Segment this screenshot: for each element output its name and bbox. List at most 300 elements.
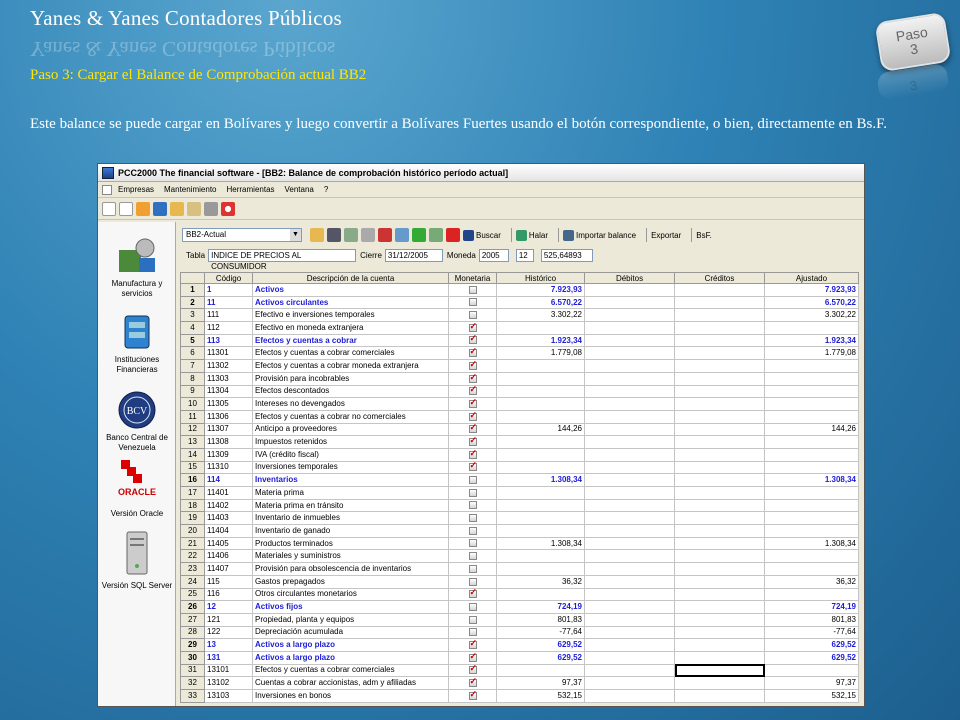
cell-codigo[interactable]: 11303 [205, 372, 253, 385]
cell-creditos[interactable] [675, 385, 765, 398]
company-icon[interactable] [153, 202, 167, 216]
monetaria-checkbox[interactable] [469, 375, 477, 383]
cell-debitos[interactable] [585, 410, 675, 423]
cell-debitos[interactable] [585, 537, 675, 550]
table-row[interactable] [181, 448, 859, 461]
sidebar-item-instituciones[interactable] [98, 312, 176, 375]
cell-historico[interactable] [497, 322, 585, 335]
cell-codigo[interactable]: 11301 [205, 347, 253, 360]
table-row[interactable] [181, 360, 859, 373]
cell-codigo[interactable]: 1 [205, 284, 253, 297]
cell-ajustado[interactable] [765, 372, 859, 385]
cell-ajustado[interactable]: 532,15 [765, 690, 859, 703]
table-row[interactable] [181, 664, 859, 677]
cell-codigo[interactable]: 111 [205, 309, 253, 322]
cell-monetaria[interactable] [449, 334, 497, 347]
monetaria-checkbox[interactable] [469, 565, 477, 573]
edit-icon[interactable] [344, 228, 358, 242]
table-row[interactable] [181, 651, 859, 664]
cell-creditos[interactable] [675, 512, 765, 525]
cell-descripcion[interactable]: Intereses no devengados [253, 398, 449, 411]
save-icon[interactable] [327, 228, 341, 242]
exportar-button[interactable] [651, 231, 681, 240]
monetaria-checkbox[interactable] [469, 552, 477, 560]
cell-historico[interactable]: 1.308,34 [497, 474, 585, 487]
cell-codigo[interactable]: 11302 [205, 360, 253, 373]
chevron-down-icon[interactable]: ▼ [290, 229, 301, 241]
cell-descripcion[interactable]: Materia prima en tránsito [253, 499, 449, 512]
row-number[interactable]: 31 [181, 664, 205, 677]
window-titlebar[interactable] [98, 164, 864, 182]
cell-debitos[interactable] [585, 448, 675, 461]
cell-creditos[interactable] [675, 322, 765, 335]
cell-codigo[interactable]: 12 [205, 601, 253, 614]
importar-balance-button[interactable] [563, 230, 636, 241]
cell-historico[interactable] [497, 360, 585, 373]
cell-ajustado[interactable] [765, 398, 859, 411]
cell-codigo[interactable]: 11405 [205, 537, 253, 550]
sidebar-item-bcv[interactable] [98, 390, 176, 453]
cell-monetaria[interactable] [449, 626, 497, 639]
cell-descripcion[interactable]: Activos fijos [253, 601, 449, 614]
cell-codigo[interactable]: 11403 [205, 512, 253, 525]
cell-descripcion[interactable]: Propiedad, planta y equipos [253, 613, 449, 626]
monetaria-checkbox[interactable] [469, 527, 477, 535]
monetaria-checkbox[interactable] [469, 692, 477, 700]
cell-historico[interactable]: 629,52 [497, 639, 585, 652]
cell-ajustado[interactable] [765, 563, 859, 576]
row-number[interactable]: 22 [181, 550, 205, 563]
cell-monetaria[interactable] [449, 284, 497, 297]
row-number[interactable]: 15 [181, 461, 205, 474]
cell-historico[interactable]: 97,37 [497, 677, 585, 690]
row-number[interactable]: 21 [181, 537, 205, 550]
cell-monetaria[interactable] [449, 322, 497, 335]
cell-creditos[interactable] [675, 613, 765, 626]
table-row[interactable] [181, 512, 859, 525]
cell-debitos[interactable] [585, 499, 675, 512]
row-number[interactable]: 12 [181, 423, 205, 436]
export-icon[interactable] [395, 228, 409, 242]
cell-historico[interactable] [497, 436, 585, 449]
monetaria-checkbox[interactable] [469, 362, 477, 370]
cell-historico[interactable] [497, 385, 585, 398]
document-icon[interactable] [119, 202, 133, 216]
cell-historico[interactable] [497, 461, 585, 474]
cell-descripcion[interactable]: Efectivo e inversiones temporales [253, 309, 449, 322]
cell-codigo[interactable]: 13101 [205, 664, 253, 677]
cell-codigo[interactable]: 115 [205, 575, 253, 588]
cell-debitos[interactable] [585, 436, 675, 449]
cell-ajustado[interactable]: 36,32 [765, 575, 859, 588]
cell-creditos[interactable] [675, 284, 765, 297]
cell-historico[interactable] [497, 398, 585, 411]
cell-codigo[interactable]: 11310 [205, 461, 253, 474]
column-header-creditos[interactable]: Créditos [675, 273, 765, 284]
cell-descripcion[interactable]: Materia prima [253, 487, 449, 500]
cell-codigo[interactable]: 13103 [205, 690, 253, 703]
monetaria-checkbox[interactable] [469, 603, 477, 611]
cell-creditos[interactable] [675, 550, 765, 563]
cell-monetaria[interactable] [449, 537, 497, 550]
cell-ajustado[interactable] [765, 499, 859, 512]
table-row[interactable] [181, 613, 859, 626]
cell-debitos[interactable] [585, 296, 675, 309]
monetaria-checkbox[interactable] [469, 349, 477, 357]
table-row[interactable] [181, 499, 859, 512]
cell-creditos[interactable] [675, 651, 765, 664]
cell-descripcion[interactable]: Provisión para incobrables [253, 372, 449, 385]
cell-ajustado[interactable]: -77,64 [765, 626, 859, 639]
table-row[interactable] [181, 334, 859, 347]
cell-descripcion[interactable]: Cuentas a cobrar accionistas, adm y afiliadas [253, 677, 449, 690]
table-row[interactable] [181, 296, 859, 309]
cell-monetaria[interactable] [449, 360, 497, 373]
cell-monetaria[interactable] [449, 601, 497, 614]
cell-monetaria[interactable] [449, 588, 497, 601]
monetaria-checkbox[interactable] [469, 514, 477, 522]
cell-descripcion[interactable]: Efectos y cuentas a cobrar moneda extranjera [253, 360, 449, 373]
cell-descripcion[interactable]: Materiales y suministros [253, 550, 449, 563]
cell-codigo[interactable]: 13102 [205, 677, 253, 690]
monetaria-checkbox[interactable] [469, 400, 477, 408]
cell-debitos[interactable] [585, 626, 675, 639]
cell-descripcion[interactable]: Efectos y cuentas a cobrar [253, 334, 449, 347]
cell-historico[interactable]: 1.923,34 [497, 334, 585, 347]
cell-creditos[interactable] [675, 563, 765, 576]
cell-descripcion[interactable]: Productos terminados [253, 537, 449, 550]
cell-ajustado[interactable]: 629,52 [765, 651, 859, 664]
row-number[interactable]: 5 [181, 334, 205, 347]
table-row[interactable] [181, 525, 859, 538]
table-row[interactable] [181, 550, 859, 563]
cell-descripcion[interactable]: Otros circulantes monetarios [253, 588, 449, 601]
cell-descripcion[interactable]: Efectos y cuentas a cobrar comerciales [253, 347, 449, 360]
cell-debitos[interactable] [585, 461, 675, 474]
table-row[interactable] [181, 639, 859, 652]
cell-descripcion[interactable]: Inventarios [253, 474, 449, 487]
new-document-icon[interactable] [102, 202, 116, 216]
cell-ajustado[interactable]: 724,19 [765, 601, 859, 614]
cell-monetaria[interactable] [449, 448, 497, 461]
row-number[interactable]: 2 [181, 296, 205, 309]
cell-ajustado[interactable]: 629,52 [765, 639, 859, 652]
menu-mantenimiento[interactable]: Mantenimiento [164, 185, 217, 194]
table-row[interactable] [181, 537, 859, 550]
row-number[interactable]: 24 [181, 575, 205, 588]
row-number[interactable]: 7 [181, 360, 205, 373]
row-number[interactable]: 18 [181, 499, 205, 512]
monetaria-checkbox[interactable] [469, 413, 477, 421]
sidebar-item-manufactura[interactable] [98, 236, 176, 299]
cell-debitos[interactable] [585, 677, 675, 690]
cell-codigo[interactable]: 11304 [205, 385, 253, 398]
row-number[interactable]: 29 [181, 639, 205, 652]
table-row[interactable] [181, 385, 859, 398]
monetaria-checkbox[interactable] [469, 679, 477, 687]
cell-historico[interactable]: 801,83 [497, 613, 585, 626]
cell-monetaria[interactable] [449, 499, 497, 512]
cell-ajustado[interactable] [765, 385, 859, 398]
cell-codigo[interactable]: 11404 [205, 525, 253, 538]
cell-ajustado[interactable]: 1.308,34 [765, 537, 859, 550]
cell-codigo[interactable]: 11406 [205, 550, 253, 563]
row-number[interactable]: 30 [181, 651, 205, 664]
table-row[interactable] [181, 347, 859, 360]
row-number[interactable]: 27 [181, 613, 205, 626]
monetaria-checkbox[interactable] [469, 616, 477, 624]
cell-debitos[interactable] [585, 487, 675, 500]
monetaria-checkbox[interactable] [469, 336, 477, 344]
monetaria-checkbox[interactable] [469, 463, 477, 471]
cell-historico[interactable]: 532,15 [497, 690, 585, 703]
row-number[interactable]: 32 [181, 677, 205, 690]
cell-ajustado[interactable]: 7.923,93 [765, 284, 859, 297]
cell-descripcion[interactable]: Inversiones temporales [253, 461, 449, 474]
column-header-historico[interactable]: Histórico [497, 273, 585, 284]
cell-debitos[interactable] [585, 525, 675, 538]
monetaria-checkbox[interactable] [469, 578, 477, 586]
cell-historico[interactable]: 1.779,08 [497, 347, 585, 360]
menu-empresas[interactable]: Empresas [118, 185, 155, 194]
cell-debitos[interactable] [585, 385, 675, 398]
cell-monetaria[interactable] [449, 436, 497, 449]
cell-debitos[interactable] [585, 550, 675, 563]
monetaria-checkbox[interactable] [469, 641, 477, 649]
cell-monetaria[interactable] [449, 385, 497, 398]
cell-descripcion[interactable]: Inventario de inmuebles [253, 512, 449, 525]
tabla-field[interactable]: INDICE DE PRECIOS AL CONSUMIDOR [208, 249, 356, 262]
cell-descripcion[interactable]: Activos a largo plazo [253, 639, 449, 652]
row-number[interactable]: 23 [181, 563, 205, 576]
cell-descripcion[interactable]: Gastos prepagados [253, 575, 449, 588]
table-row[interactable] [181, 690, 859, 703]
cell-creditos[interactable] [675, 499, 765, 512]
cell-debitos[interactable] [585, 690, 675, 703]
row-number[interactable]: 3 [181, 309, 205, 322]
cell-ajustado[interactable] [765, 525, 859, 538]
cell-debitos[interactable] [585, 334, 675, 347]
cell-descripcion[interactable]: Inventario de ganado [253, 525, 449, 538]
table-row[interactable] [181, 423, 859, 436]
monetaria-checkbox[interactable] [469, 628, 477, 636]
row-number[interactable]: 9 [181, 385, 205, 398]
cell-historico[interactable] [497, 563, 585, 576]
cell-codigo[interactable]: 11305 [205, 398, 253, 411]
table-row[interactable] [181, 309, 859, 322]
monetaria-checkbox[interactable] [469, 425, 477, 433]
cell-ajustado[interactable] [765, 461, 859, 474]
cell-creditos[interactable] [675, 398, 765, 411]
open-folder-icon[interactable] [187, 202, 201, 216]
cell-codigo[interactable]: 131 [205, 651, 253, 664]
cell-debitos[interactable] [585, 613, 675, 626]
monetaria-checkbox[interactable] [469, 286, 477, 294]
cell-codigo[interactable]: 122 [205, 626, 253, 639]
cell-descripcion[interactable]: Impuestos retenidos [253, 436, 449, 449]
cell-codigo[interactable]: 11407 [205, 563, 253, 576]
cell-debitos[interactable] [585, 398, 675, 411]
cell-creditos[interactable] [675, 474, 765, 487]
table-row[interactable] [181, 575, 859, 588]
cell-creditos[interactable] [675, 309, 765, 322]
cierre-field[interactable]: 31/12/2005 [385, 249, 443, 262]
cell-creditos[interactable] [675, 487, 765, 500]
cell-descripcion[interactable]: Provisión para obsolescencia de inventarios [253, 563, 449, 576]
halar-button[interactable] [516, 230, 548, 241]
cell-creditos[interactable] [675, 296, 765, 309]
table-row[interactable] [181, 436, 859, 449]
calculator-icon[interactable] [204, 202, 218, 216]
cell-monetaria[interactable] [449, 296, 497, 309]
table-row[interactable] [181, 626, 859, 639]
cell-historico[interactable] [497, 372, 585, 385]
cell-creditos[interactable] [675, 588, 765, 601]
monetaria-checkbox[interactable] [469, 324, 477, 332]
table-row[interactable] [181, 410, 859, 423]
cell-debitos[interactable] [585, 360, 675, 373]
cell-descripcion[interactable]: Efectos descontados [253, 385, 449, 398]
cell-codigo[interactable]: 116 [205, 588, 253, 601]
row-number[interactable]: 8 [181, 372, 205, 385]
cell-codigo[interactable]: 11 [205, 296, 253, 309]
cell-descripcion[interactable]: Depreciación acumulada [253, 626, 449, 639]
cell-monetaria[interactable] [449, 410, 497, 423]
cell-debitos[interactable] [585, 322, 675, 335]
cell-monetaria[interactable] [449, 398, 497, 411]
excel-icon[interactable] [412, 228, 426, 242]
monetaria-checkbox[interactable] [469, 501, 477, 509]
cell-monetaria[interactable] [449, 575, 497, 588]
cell-debitos[interactable] [585, 309, 675, 322]
cell-creditos[interactable] [675, 601, 765, 614]
cell-ajustado[interactable]: 801,83 [765, 613, 859, 626]
cell-monetaria[interactable] [449, 372, 497, 385]
cell-creditos[interactable] [675, 410, 765, 423]
cell-codigo[interactable]: 11402 [205, 499, 253, 512]
monetaria-checkbox[interactable] [469, 666, 477, 674]
sidebar-item-oracle[interactable] [98, 458, 176, 519]
cell-creditos[interactable] [675, 448, 765, 461]
table-row[interactable] [181, 461, 859, 474]
cell-creditos[interactable] [675, 575, 765, 588]
cell-descripcion[interactable]: Efectivo en moneda extranjera [253, 322, 449, 335]
monetaria-checkbox[interactable] [469, 451, 477, 459]
settings-gear-icon[interactable] [221, 202, 235, 216]
cell-historico[interactable] [497, 512, 585, 525]
cell-descripcion[interactable]: IVA (crédito fiscal) [253, 448, 449, 461]
table-row[interactable] [181, 322, 859, 335]
cell-descripcion[interactable]: Anticipo a proveedores [253, 423, 449, 436]
cell-historico[interactable]: 629,52 [497, 651, 585, 664]
cell-historico[interactable] [497, 499, 585, 512]
cell-descripcion[interactable]: Efectos y cuentas a cobrar comerciales [253, 664, 449, 677]
table-row[interactable] [181, 398, 859, 411]
cell-monetaria[interactable] [449, 423, 497, 436]
menu-help[interactable]: ? [323, 185, 329, 194]
stop-icon[interactable] [446, 228, 460, 242]
row-number[interactable]: 13 [181, 436, 205, 449]
cell-creditos[interactable] [675, 436, 765, 449]
monetaria-checkbox[interactable] [469, 654, 477, 662]
monetaria-checkbox[interactable] [469, 311, 477, 319]
cell-monetaria[interactable] [449, 664, 497, 677]
cell-debitos[interactable] [585, 284, 675, 297]
menu-herramientas[interactable]: Herramientas [226, 185, 275, 194]
folder-icon[interactable] [310, 228, 324, 242]
cell-creditos[interactable] [675, 372, 765, 385]
cell-ajustado[interactable]: 1.779,08 [765, 347, 859, 360]
cell-debitos[interactable] [585, 639, 675, 652]
sidebar-item-sqlserver[interactable] [98, 528, 176, 591]
cell-codigo[interactable]: 11306 [205, 410, 253, 423]
cell-monetaria[interactable] [449, 461, 497, 474]
cell-ajustado[interactable] [765, 410, 859, 423]
cell-debitos[interactable] [585, 651, 675, 664]
cell-monetaria[interactable] [449, 563, 497, 576]
cell-monetaria[interactable] [449, 613, 497, 626]
cell-monetaria[interactable] [449, 487, 497, 500]
cell-historico[interactable] [497, 664, 585, 677]
cell-debitos[interactable] [585, 588, 675, 601]
cell-monetaria[interactable] [449, 550, 497, 563]
cell-creditos[interactable] [675, 639, 765, 652]
print-icon[interactable] [361, 228, 375, 242]
cell-creditos[interactable] [675, 334, 765, 347]
cell-ajustado[interactable] [765, 436, 859, 449]
refresh-icon[interactable] [429, 228, 443, 242]
row-number[interactable]: 25 [181, 588, 205, 601]
cell-debitos[interactable] [585, 601, 675, 614]
cell-debitos[interactable] [585, 664, 675, 677]
column-header-ajustado[interactable]: Ajustado [765, 273, 859, 284]
factor-field[interactable]: 525,64893 [541, 249, 593, 262]
mdi-child-icon[interactable] [102, 185, 112, 195]
cell-historico[interactable]: 6.570,22 [497, 296, 585, 309]
row-number[interactable]: 19 [181, 512, 205, 525]
folder-icon[interactable] [170, 202, 184, 216]
table-row[interactable] [181, 372, 859, 385]
buscar-button[interactable] [463, 230, 501, 241]
cell-historico[interactable]: 144,26 [497, 423, 585, 436]
cell-creditos[interactable] [675, 525, 765, 538]
monetaria-checkbox[interactable] [469, 539, 477, 547]
cell-creditos[interactable] [675, 347, 765, 360]
cell-creditos[interactable] [675, 537, 765, 550]
delete-icon[interactable] [378, 228, 392, 242]
cell-historico[interactable] [497, 550, 585, 563]
row-number[interactable]: 6 [181, 347, 205, 360]
row-number[interactable]: 33 [181, 690, 205, 703]
cell-creditos[interactable] [675, 461, 765, 474]
cell-ajustado[interactable]: 3.302,22 [765, 309, 859, 322]
cell-descripcion[interactable]: Inversiones en bonos [253, 690, 449, 703]
cell-ajustado[interactable]: 144,26 [765, 423, 859, 436]
cell-codigo[interactable]: 121 [205, 613, 253, 626]
cell-descripcion[interactable]: Efectos y cuentas a cobrar no comerciales [253, 410, 449, 423]
cell-codigo[interactable]: 13 [205, 639, 253, 652]
cell-descripcion[interactable]: Activos [253, 284, 449, 297]
cell-codigo[interactable]: 114 [205, 474, 253, 487]
cell-creditos[interactable] [675, 664, 765, 677]
menu-ventana[interactable]: Ventana [284, 185, 314, 194]
cell-ajustado[interactable]: 1.308,34 [765, 474, 859, 487]
moneda-month-field[interactable]: 12 [516, 249, 534, 262]
table-row[interactable] [181, 474, 859, 487]
cell-monetaria[interactable] [449, 512, 497, 525]
row-number[interactable]: 4 [181, 322, 205, 335]
cell-creditos[interactable] [675, 423, 765, 436]
